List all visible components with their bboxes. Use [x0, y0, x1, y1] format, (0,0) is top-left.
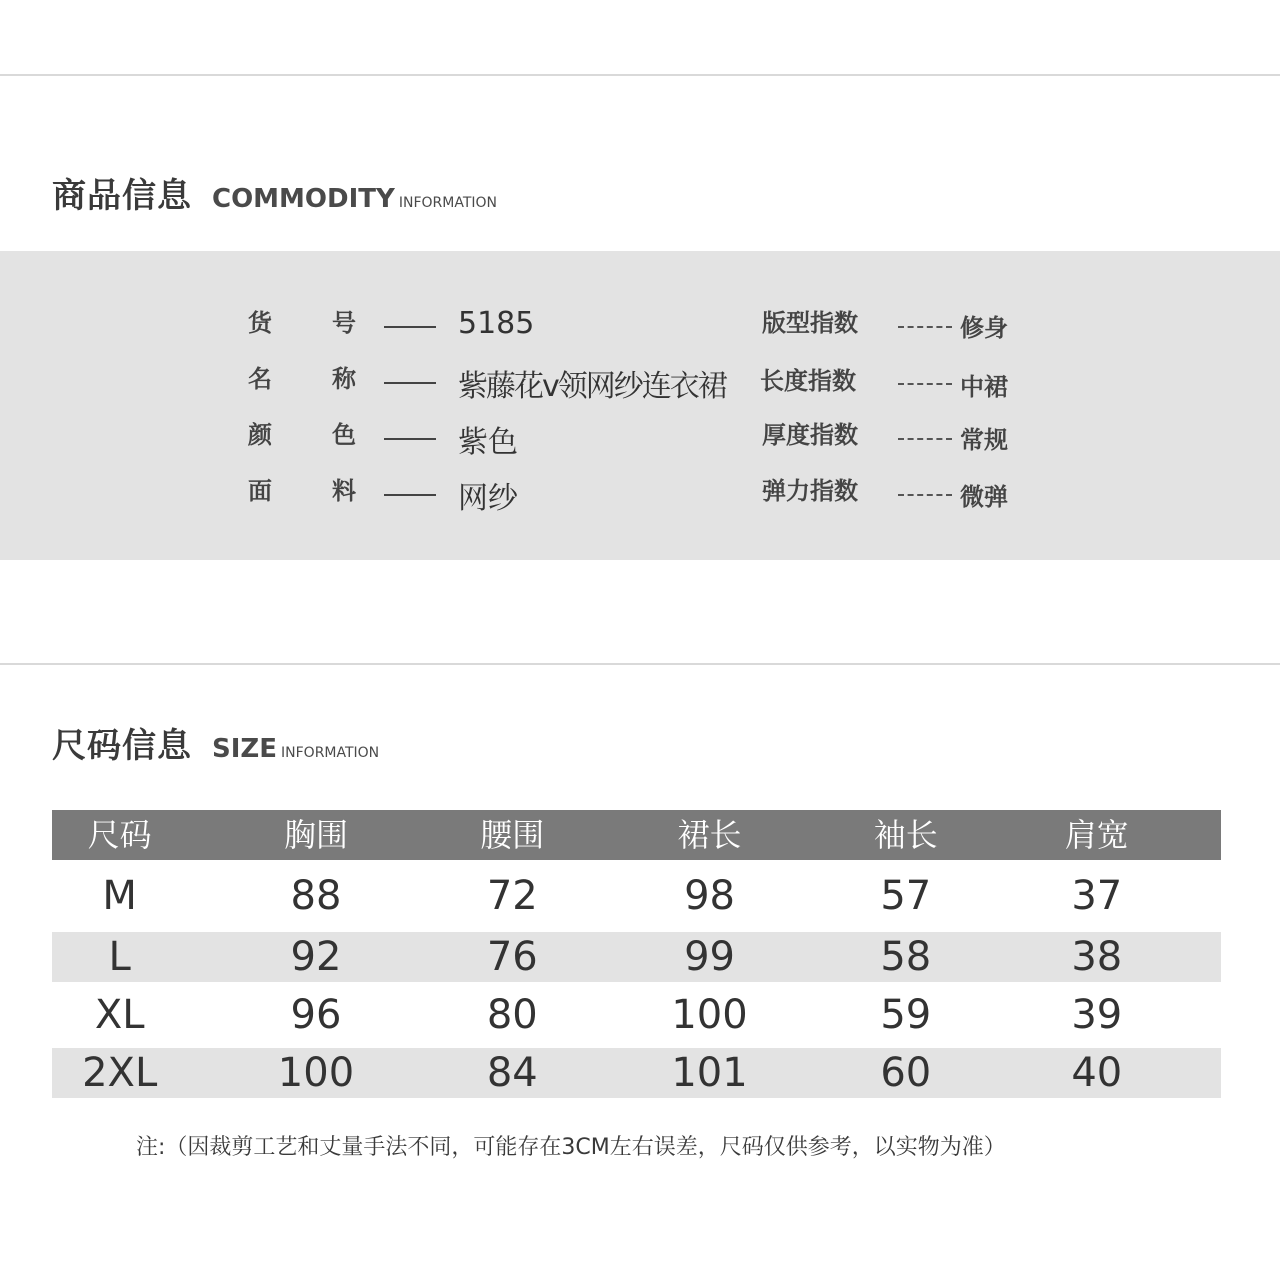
divider-dash [384, 382, 436, 384]
cell-size: 2XL [82, 1050, 158, 1096]
cell-waist: 72 [486, 873, 538, 919]
cell-sleeve-length: 57 [880, 873, 932, 919]
size-disclaimer-note: 注:（因裁剪工艺和丈量手法不同，可能存在3CM左右误差，尺码仅供参考，以实物为准） [136, 1135, 1006, 1160]
commodity-section-title [52, 168, 497, 217]
commodity-info-panel [0, 251, 1280, 560]
cell-bust: 100 [277, 1050, 355, 1096]
size-title-cn: 尺码信息 [52, 726, 192, 766]
table-row [52, 932, 1221, 982]
cell-dress-length: 99 [684, 934, 735, 980]
table-row [52, 1048, 1221, 1098]
size-table-header [52, 810, 1221, 860]
size-table [52, 810, 1221, 1098]
value-fit-index: 修身 [960, 314, 1008, 342]
divider-dashed [898, 326, 952, 328]
value-fabric: 网纱 [458, 481, 518, 516]
divider-dash [384, 494, 436, 496]
divider-dash [384, 326, 436, 328]
middle-divider [0, 663, 1280, 665]
label-item-no-b: 号 [332, 309, 356, 337]
label-fabric [248, 471, 356, 506]
cell-size: L [108, 934, 131, 980]
cell-shoulder-width: 38 [1071, 934, 1123, 980]
cell-bust: 88 [290, 873, 342, 919]
label-fabric-a: 面 [248, 477, 272, 505]
table-row [52, 860, 1221, 932]
header-shoulder-width: 肩宽 [1064, 816, 1129, 854]
commodity-title-en: COMMODITY [212, 184, 395, 214]
label-color-a: 颜 [248, 421, 272, 449]
label-thickness-index: 厚度指数 [762, 421, 858, 449]
value-thickness-index: 常规 [960, 426, 1008, 454]
cell-shoulder-width: 40 [1071, 1050, 1123, 1096]
divider-dash [384, 438, 436, 440]
value-color: 紫色 [458, 425, 518, 460]
header-sleeve-length: 袖长 [873, 816, 938, 854]
label-fabric-b: 料 [332, 477, 356, 505]
cell-dress-length: 101 [671, 1050, 748, 1096]
cell-waist: 80 [486, 992, 538, 1038]
label-item-no [248, 303, 356, 338]
commodity-title-en-small: INFORMATION [398, 195, 498, 211]
header-dress-length: 裙长 [677, 816, 742, 854]
label-name-a: 名 [248, 365, 272, 393]
cell-sleeve-length: 60 [880, 1050, 932, 1096]
cell-sleeve-length: 58 [880, 934, 932, 980]
label-item-no-a: 货 [248, 309, 272, 337]
label-color-b: 色 [332, 421, 356, 449]
cell-waist: 76 [486, 934, 538, 980]
cell-waist: 84 [486, 1050, 538, 1096]
value-item-no: 5185 [458, 306, 535, 341]
size-title-en-small: INFORMATION [281, 745, 380, 761]
cell-bust: 96 [290, 992, 342, 1038]
cell-size: XL [94, 992, 145, 1038]
value-length-index: 中裙 [960, 373, 1008, 401]
divider-dashed [898, 383, 952, 385]
label-length-index: 长度指数 [760, 367, 856, 395]
header-bust: 胸围 [283, 816, 348, 854]
value-stretch-index: 微弹 [960, 483, 1008, 511]
label-stretch-index: 弹力指数 [762, 477, 858, 505]
label-color [248, 415, 356, 450]
divider-dashed [898, 438, 952, 440]
table-row [52, 982, 1221, 1048]
cell-dress-length: 98 [684, 873, 735, 919]
header-size: 尺码 [87, 816, 152, 854]
top-divider [0, 74, 1280, 76]
label-fit-index: 版型指数 [762, 309, 858, 337]
commodity-title-cn: 商品信息 [52, 176, 192, 216]
divider-dashed [898, 494, 952, 496]
label-name-b: 称 [332, 365, 356, 393]
cell-shoulder-width: 39 [1071, 992, 1123, 1038]
size-section-title [52, 718, 379, 767]
cell-bust: 92 [290, 934, 342, 980]
cell-size: M [102, 873, 137, 919]
label-name [248, 359, 356, 394]
cell-shoulder-width: 37 [1071, 873, 1123, 919]
cell-sleeve-length: 59 [880, 992, 932, 1038]
value-name: 紫藤花v领网纱连衣裙 [458, 369, 726, 404]
header-waist: 腰围 [480, 816, 545, 854]
cell-dress-length: 100 [671, 992, 748, 1038]
size-title-en: SIZE [212, 734, 278, 764]
